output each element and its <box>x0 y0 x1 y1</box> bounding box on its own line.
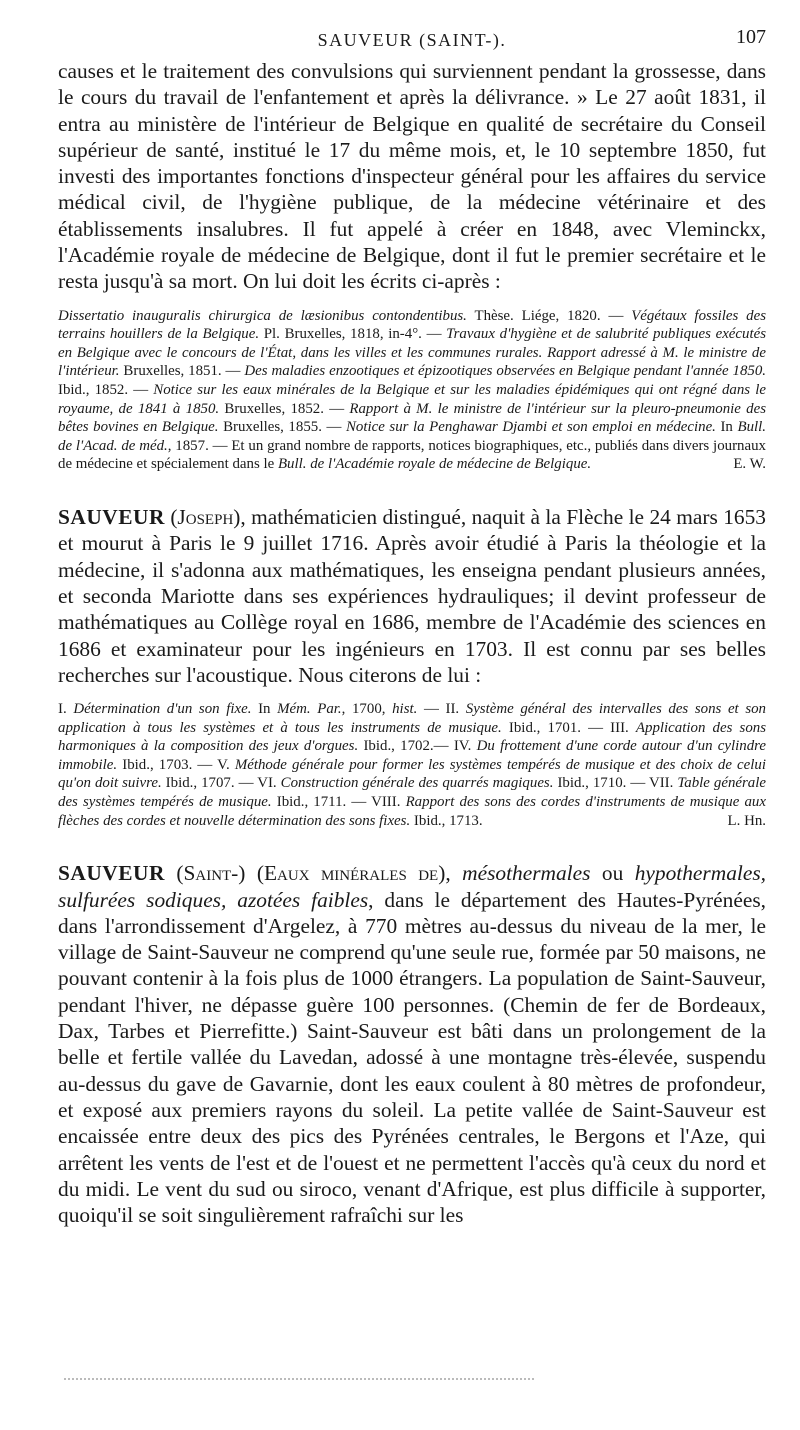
citation-detail: Ibid., 1711. — VIII. <box>271 794 406 811</box>
citation-detail: Bruxelles, 1855. — <box>218 419 346 436</box>
work-title: Des maladies enzootiques et épizootiques observées en Belgique pendant l'année 1850. <box>244 363 767 380</box>
citation-detail: , 1857. — Et un grand nombre de rapports, notices biographiques, etc., publiés dans divers journaux de médecine et spécialement dans le <box>58 437 766 473</box>
page-header <box>58 22 766 54</box>
citation-detail: , 1700, <box>341 701 393 718</box>
running-head: SAUVEUR (SAINT-). <box>317 30 507 50</box>
article-headword: SAUVEUR <box>58 861 165 886</box>
article-1-paragraph <box>58 58 766 295</box>
citation-detail: Ibid., 1701. — III. <box>501 719 636 736</box>
work-title: hist. <box>392 701 418 718</box>
article-2-bibliography <box>58 700 766 830</box>
article-3-text: , dans le département des Hautes-Pyrénées, dans l'arrondissement d'Argelez, à 770 mètres au-dessus du niveau de la mer, le village de Saint-Sauveur ne comprend qu'une seule rue, formée par 50 maisons, ne pouvant contenir à la fois plus de 1000 étrangers. La population de Saint-Sauveur, pendant l'hiver, ne dépasse guère 100 personnes. (Chemin de fer de Bordeaux, Dax, Tarbes et Pierrefitte.) Saint-Sauveur est bâti dans un prolongement de la belle et fertile vallée du Lavedan, adossé à une montagne très-élevée, suspendu au-dessus du gave de Gavarnie, dont les eaux coulent à 80 mètres de profondeur, et exposé aux premiers rayons du soleil. La petite vallée de Saint-Sauveur est encaissée entre deux des pics des Pyrénées centrales, le Bergons et l'Aze, qui arrêtent les vents de l'est et de l'ouest et ne permettent l'accès qu'à ceux du nord et du midi. Le vent du sud ou siroco, venant d'Afrique, est plus difficile à supporter, quoiqu'il se soit singulièrement rafraîchi sur les <box>58 887 766 1228</box>
work-title: Application des sons harmoniques à la composition des jeux d'orgues. <box>58 719 766 755</box>
article-headword: SAUVEUR <box>58 505 165 530</box>
citation-detail: — II. <box>417 701 466 718</box>
citation-detail: Ibid., 1852. — <box>58 382 154 399</box>
citation-detail: Pl. Bruxelles, 1818, in-4°. — <box>259 326 447 343</box>
author-signature: E. W. <box>733 456 766 473</box>
work-title: Notice sur les eaux minérales de la Belgique et sur les maladies épidémiques qui ont régné dans le royaume, de 1841 à 1850. <box>58 382 766 417</box>
article-2-text: , mathématicien distingué, naquit à la Flèche le 24 mars 1653 et mourut à Paris le 9 juillet 1716. Après avoir étudié à Paris la théologie et la médecine, il s'adonna aux mathématiques, les enseigna pendant plusieurs années, et seconda Mariotte dans ses expériences hydrauliques; il devint professeur de mathématiques au Collège royal en 1686, membre de l'Académie des sciences en 1686 et examinateur pour les ingénieurs en 1703. Il est connu par ses belles recherches sur l'acoustique. Nous citerons de lui : <box>58 505 766 687</box>
work-title: Rapport à M. le ministre de l'intérieur sur la pleuro-pneumonie des bêtes bovines en Belgique. <box>58 400 767 436</box>
page-number: 107 <box>736 26 766 48</box>
work-title: Table générale des systèmes tempérés de musique. <box>58 775 766 811</box>
citation-detail: Ibid., 1703. — V. <box>117 756 235 773</box>
citation-detail: Ibid., 1713. <box>410 812 483 829</box>
citation-detail: Thèse. Liége, 1820. — <box>466 307 632 324</box>
citation-detail: In <box>251 701 278 718</box>
article-1-bibliography <box>58 307 766 474</box>
work-title: Système général des intervalles des sons et son application à tous les systèmes et à tous les instruments de musique. <box>58 701 767 736</box>
work-title: Du frottement d'une corde autour d'un cylindre immobile. <box>58 738 767 773</box>
article-3-text: ou <box>590 861 635 886</box>
article-forename: (Joseph) <box>170 505 241 530</box>
author-signature: L. Hn. <box>727 812 766 829</box>
work-title: Bull. de l'Acad. de méd. <box>58 419 767 454</box>
article-3-paragraph <box>58 860 766 1228</box>
work-title: Rapport des sons des cordes d'instruments de musique aux flèches des cordes et nouvelle détermination des sons fixes. <box>58 794 766 829</box>
work-title: Dissertatio inauguralis chirurgica de læsionibus contondentibus. <box>58 307 467 324</box>
footer-rule <box>64 1378 534 1380</box>
citation-detail: I. <box>58 701 74 718</box>
work-title: Construction générale des quarrés magiques. <box>280 775 554 792</box>
page <box>58 22 766 1228</box>
citation-detail: Ibid., 1710. — VII. <box>553 775 678 792</box>
article-subheading: (Saint-) (Eaux minérales de) <box>176 861 446 886</box>
citation-detail: Bruxelles, 1851. — <box>119 363 245 380</box>
article-2-paragraph <box>58 504 766 688</box>
article-3-text: , <box>445 861 463 886</box>
citation-detail: Ibid., 1707. — VI. <box>161 775 281 792</box>
work-title: Mém. Par. <box>277 701 342 718</box>
work-title: Travaux d'hygiène et de salubrité publiques exécutés en Belgique avec le concours de l'État, dans les villes et les communes rurales. Rapport adressé à M. le ministre de l'intérieur. <box>58 326 767 380</box>
work-title: Végétaux fossiles des terrains houillers de la Belgique. <box>58 307 766 343</box>
citation-detail: Bruxelles, 1852. — <box>219 400 350 417</box>
work-title: Bull. de l'Académie royale de médecine de Belgique. <box>277 456 592 473</box>
descriptor: mésothermales <box>462 861 591 886</box>
citation-detail: Ibid., 1702.— IV. <box>358 738 477 755</box>
work-title: Méthode générale pour former les systèmes tempérés de musique et des choix de celui qu'on doit suivre. <box>58 756 766 792</box>
work-title: Notice sur la Penghawar Djambi et son emploi en médecine. <box>345 419 716 436</box>
descriptor: hypothermales, sulfurées sodiques, azotées faibles <box>58 861 766 912</box>
work-title: Détermination d'un son fixe. <box>73 701 252 718</box>
citation-detail: In <box>715 419 738 436</box>
article-1-text: causes et le traitement des convulsions qui surviennent pendant la grossesse, dans le cours du travail de l'enfantement et après la délivrance. » Le 27 août 1831, il entra au ministère de l'intérieur de Belgique en qualité de secrétaire du Conseil supérieur de santé, institué le 17 du même mois, et, le 10 septembre 1850, fut investi des importantes fonctions d'inspecteur général pour les affaires du service médical civil, de l'hygiène publique, de la médecine vétérinaire et des établissements insalubres. Il fut appelé à créer en 1848, avec Vleminckx, l'Académie royale de médecine de Belgique, dont il fut le premier secrétaire et le resta jusqu'à sa mort. On lui doit les écrits ci-après : <box>58 59 766 294</box>
